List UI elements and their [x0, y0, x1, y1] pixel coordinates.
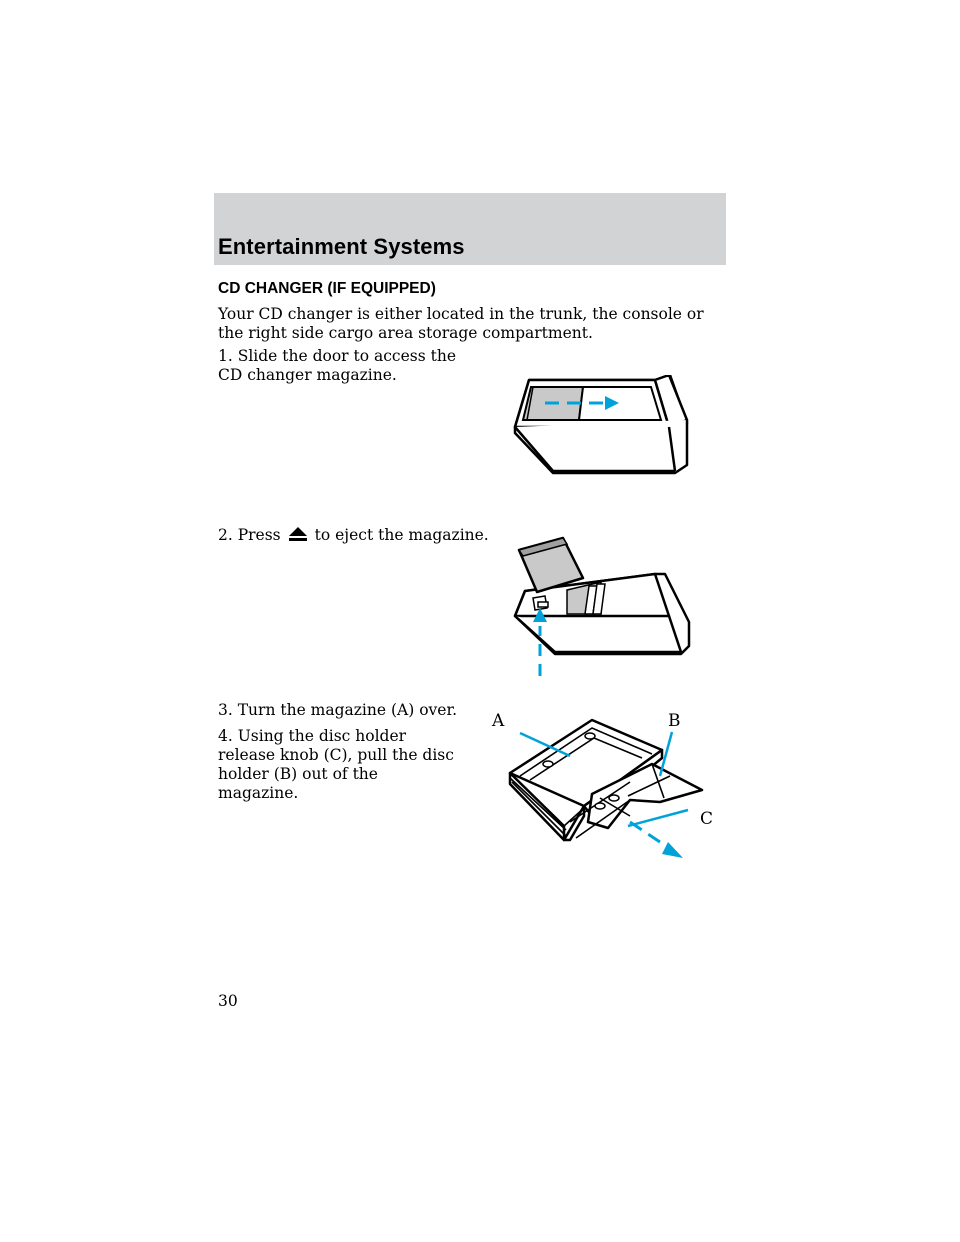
callout-label-c: C — [700, 809, 714, 829]
cd-changer-eject-illustration — [505, 536, 705, 681]
page-number: 30 — [218, 992, 238, 1010]
intro-paragraph: Your CD changer is either located in the trunk, the console or the right side cargo area storage compartment. — [218, 305, 704, 342]
eject-icon — [287, 527, 309, 541]
section-heading: CD CHANGER (IF EQUIPPED) — [218, 280, 436, 297]
step-2-text-before: 2. Press — [218, 526, 281, 544]
step-1-text: 1. Slide the door to access the CD changer magazine. — [218, 347, 456, 384]
callout-label-b: B — [668, 711, 681, 731]
step-2-text — [218, 526, 488, 545]
magazine-disc-holder-illustration — [480, 698, 720, 863]
step-3-text: 3. Turn the magazine (A) over. — [218, 701, 458, 719]
page-header-title: Entertainment Systems — [218, 234, 465, 259]
callout-label-a: A — [492, 711, 505, 731]
step-4-text: 4. Using the disc holder release knob (C), pull the disc holder (B) out of the magazine. — [218, 727, 454, 802]
step-2-text-after: to eject the magazine. — [314, 526, 489, 544]
cd-changer-slide-door-illustration — [505, 375, 705, 480]
